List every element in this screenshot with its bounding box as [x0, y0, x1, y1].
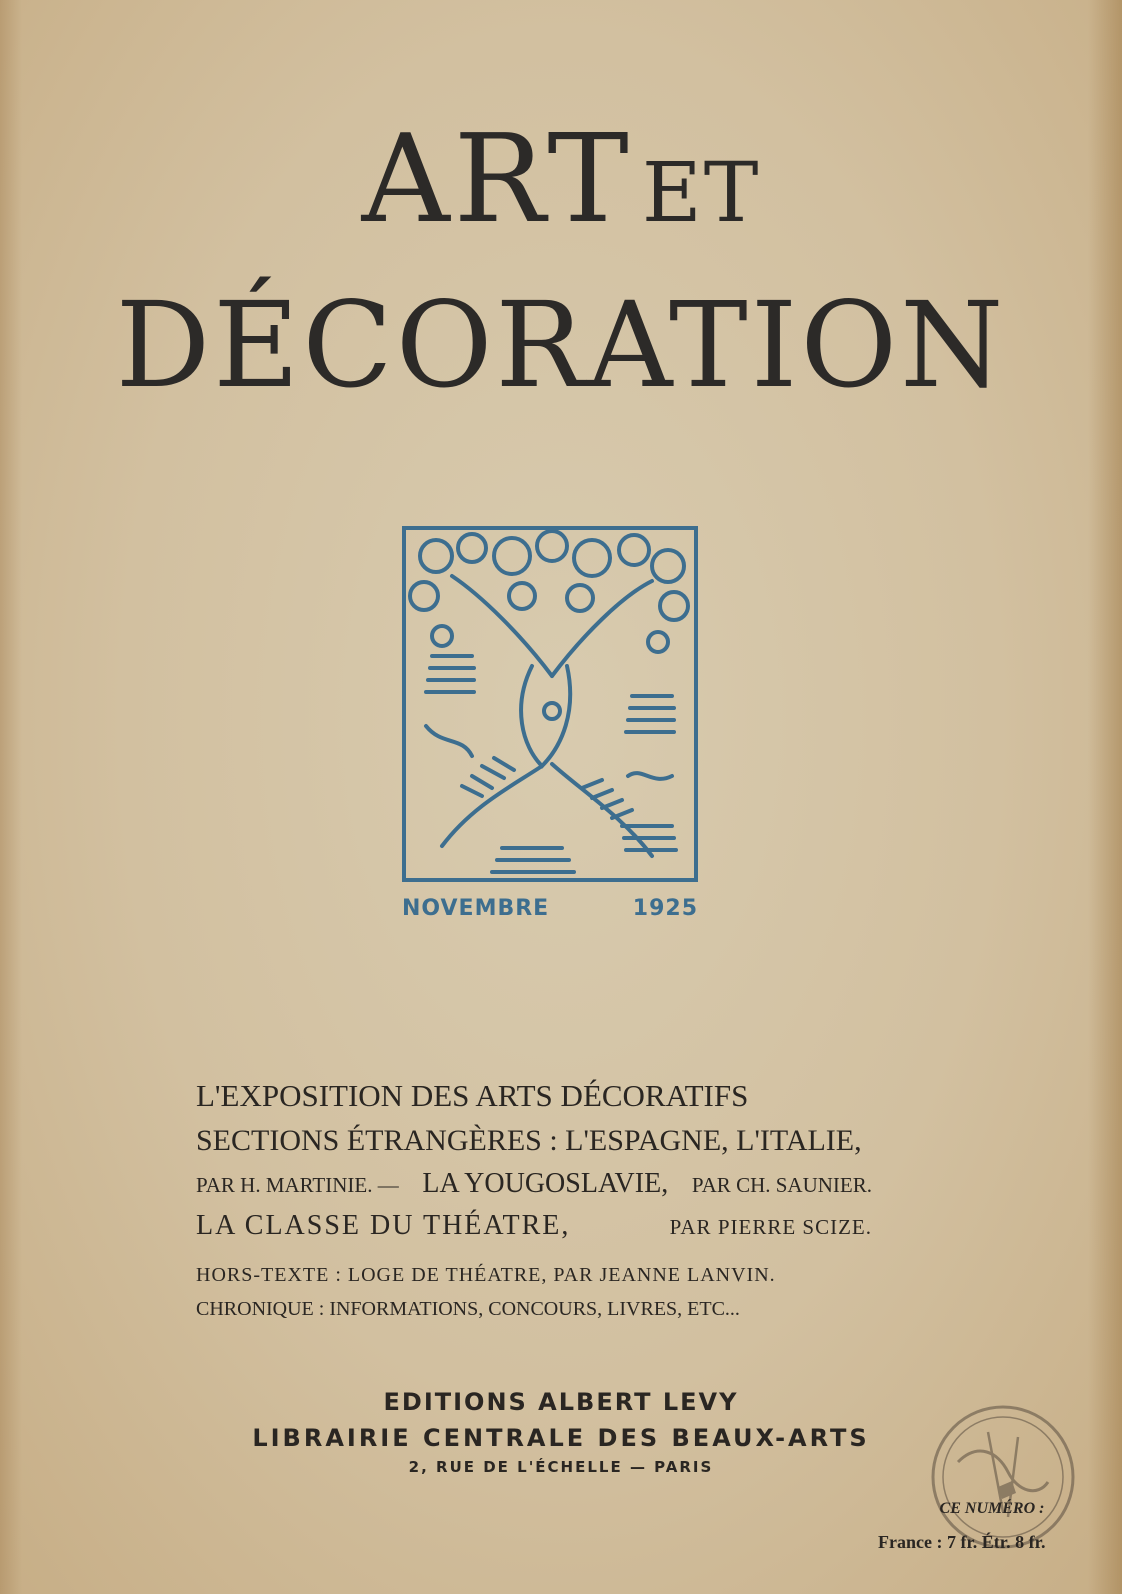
contents-line-6 [196, 1298, 872, 1332]
contents-text: SECTIONS ÉTRANGÈRES : L'ESPAGNE, L'ITALIE, [196, 1124, 862, 1157]
contents-line-3 [196, 1168, 872, 1210]
contents-line-1 [196, 1078, 872, 1124]
contents-line-2 [196, 1124, 872, 1168]
publisher-library: LIBRAIRIE CENTRALE DES BEAUX-ARTS [252, 1424, 870, 1452]
issue-month: NOVEMBRE [402, 896, 550, 921]
contents-text: HORS-TEXTE : LOGE DE THÉATRE, PAR JEANNE LANVIN. [196, 1264, 776, 1286]
contents-author: PAR H. MARTINIE. — [196, 1173, 399, 1197]
price-block [878, 1500, 1088, 1553]
price-label: CE NUMÉRO : [939, 1500, 1045, 1517]
contents-author: PAR CH. SAUNIER. [691, 1173, 872, 1197]
contents-line-4 [196, 1210, 872, 1256]
contents-text: L'EXPOSITION DES ARTS DÉCORATIFS [196, 1078, 749, 1113]
publisher-name: EDITIONS ALBERT LEVY [383, 1388, 739, 1416]
contents-author: PAR PIERRE SCIZE. [669, 1215, 872, 1239]
masthead-et: ET [641, 146, 761, 241]
masthead-line-1 [0, 108, 1122, 250]
price-values: France : 7 fr. Étr. 8 fr. [878, 1532, 1046, 1552]
publisher-address: 2, RUE DE L'ÉCHELLE — PARIS [408, 1458, 714, 1476]
masthead-art: ART [361, 108, 633, 250]
issue-date [402, 896, 698, 921]
contents-article: LA YOUGOSLAVIE, [422, 1168, 669, 1199]
contents-article: LA CLASSE DU THÉATRE, [196, 1210, 571, 1241]
woodcut-figure-icon [402, 526, 698, 882]
table-of-contents [196, 1078, 872, 1332]
masthead-line-2: DÉCORATION [115, 276, 1007, 414]
contents-text: CHRONIQUE : INFORMATIONS, CONCOURS, LIVRES, ETC... [196, 1298, 740, 1320]
contents-line-5 [196, 1264, 872, 1298]
issue-year: 1925 [632, 896, 698, 921]
